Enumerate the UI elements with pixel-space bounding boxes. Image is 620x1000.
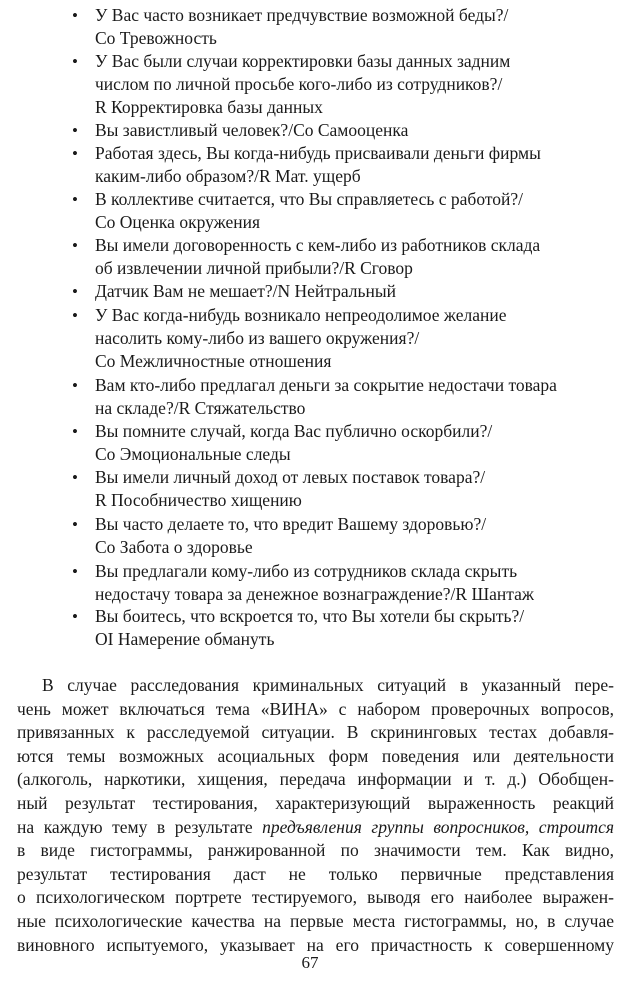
bullet-icon: •	[72, 562, 78, 581]
question-line: Вам кто-либо предлагал деньги за сокрытие недостачи товара	[95, 375, 557, 395]
question-line: У Вас были случаи корректировки базы данных задним	[95, 51, 511, 71]
paragraph-line: виновного испытуемого, указывает на его причастность к совершенному	[17, 934, 614, 955]
paragraph-line: в виде гистограммы, ранжированной по значимости тем. Как видно,	[17, 840, 614, 861]
question-line: У Вас часто возникает предчувствие возможной беды?/	[95, 5, 509, 25]
question-line: Со Межличностные отношения	[95, 351, 332, 371]
question-item	[0, 280, 620, 303]
question-item	[0, 4, 620, 50]
bullet-icon: •	[72, 376, 78, 395]
question-line: каким-либо образом?/R Мат. ущерб	[95, 166, 361, 186]
question-line: OI Намерение обмануть	[95, 629, 275, 649]
paragraph-line: ются темы возможных асоциальных форм поведения или деятельности	[17, 745, 614, 766]
question-item	[0, 605, 620, 651]
bullet-icon: •	[72, 190, 78, 209]
question-line: Вы имели личный доход от левых поставок товара?/	[95, 467, 486, 487]
bullet-icon: •	[72, 121, 78, 140]
paragraph-text: на каждую тему в результате	[17, 816, 263, 837]
question-line: Вы часто делаете то, что вредит Вашему здоровью?/	[95, 514, 487, 534]
question-item	[0, 374, 620, 420]
bullet-icon: •	[72, 468, 78, 487]
paragraph-line: о психологическом портрете тестируемого, выводя его наиболее выражен-	[17, 887, 614, 908]
bullet-icon: •	[72, 515, 78, 534]
question-item	[0, 119, 620, 142]
question-line: R Пособничество хищению	[95, 490, 302, 510]
paragraph-line: чень может включаться тема «ВИНА» с набором проверочных вопросов,	[17, 698, 614, 719]
bullet-icon: •	[72, 282, 78, 301]
question-line: недостачу товара за денежное вознаграждение?/R Шантаж	[95, 584, 534, 604]
bullet-icon: •	[72, 607, 78, 626]
question-line: R Корректировка базы данных	[95, 97, 323, 117]
paragraph-line	[17, 816, 614, 840]
paragraph-line: В случае расследования криминальных ситуаций в указанный пере-	[42, 675, 614, 695]
paragraph-line: ный результат тестирования, характеризующий выраженность реакций	[17, 792, 614, 813]
question-item	[0, 466, 620, 512]
question-line: на складе?/R Стяжательство	[95, 398, 306, 418]
question-line: Вы имели договоренность с кем-либо из работников склада	[95, 235, 541, 255]
question-line: Вы боитесь, что вскроется то, что Вы хотели бы скрыть?/	[95, 606, 525, 626]
question-line: Датчик Вам не мешает?/N Нейтральный	[95, 281, 396, 301]
question-line: числом по личной просьбе кого-либо из сотрудников?/	[95, 74, 503, 94]
question-line: насолить кому-либо из вашего окружения?/	[95, 328, 420, 348]
question-item	[0, 234, 620, 280]
question-item	[0, 50, 620, 119]
bullet-icon: •	[72, 144, 78, 163]
paragraph-line: ные психологические качества на первые места гистограммы, но, в случае	[17, 910, 614, 931]
bullet-icon: •	[72, 306, 78, 325]
body-paragraph	[17, 674, 614, 957]
question-line: Со Оценка окружения	[95, 212, 261, 232]
question-item	[0, 420, 620, 466]
question-line: Работая здесь, Вы когда-нибудь присваивали деньги фирмы	[95, 143, 541, 163]
bullet-icon: •	[72, 422, 78, 441]
question-line: об извлечении личной прибыли?/R Сговор	[95, 258, 413, 278]
question-item	[0, 560, 620, 606]
question-line: У Вас когда-нибудь возникало непреодолимое желание	[95, 305, 507, 325]
bullet-icon: •	[72, 6, 78, 25]
question-line: Со Эмоциональные следы	[95, 444, 291, 464]
question-item	[0, 142, 620, 188]
page-number: 67	[301, 953, 319, 972]
question-item	[0, 188, 620, 234]
paragraph-line: результат тестирования даст не только первичные представления	[17, 863, 614, 884]
question-line: Со Забота о здоровье	[95, 537, 253, 557]
bullet-icon: •	[72, 52, 78, 71]
question-line: Вы завистливый человек?/Со Самооценка	[95, 120, 409, 140]
question-line: Вы помните случай, когда Вас публично оскорбили?/	[95, 421, 493, 441]
question-line: Со Тревожность	[95, 28, 217, 48]
question-item	[0, 304, 620, 373]
question-line: В коллективе считается, что Вы справляетесь с работой?/	[95, 189, 524, 209]
question-line: Вы предлагали кому-либо из сотрудников склада скрыть	[95, 561, 518, 581]
paragraph-line: привязанных к расследуемой ситуации. В скрининговых тестах добавля-	[17, 722, 614, 743]
paragraph-emphasis: предъявления группы вопросников, строится	[262, 816, 614, 837]
paragraph-line: (алкоголь, наркотики, хищения, передача информации и т. д.) Обобщен-	[17, 769, 614, 790]
question-item	[0, 513, 620, 559]
bullet-icon: •	[72, 236, 78, 255]
